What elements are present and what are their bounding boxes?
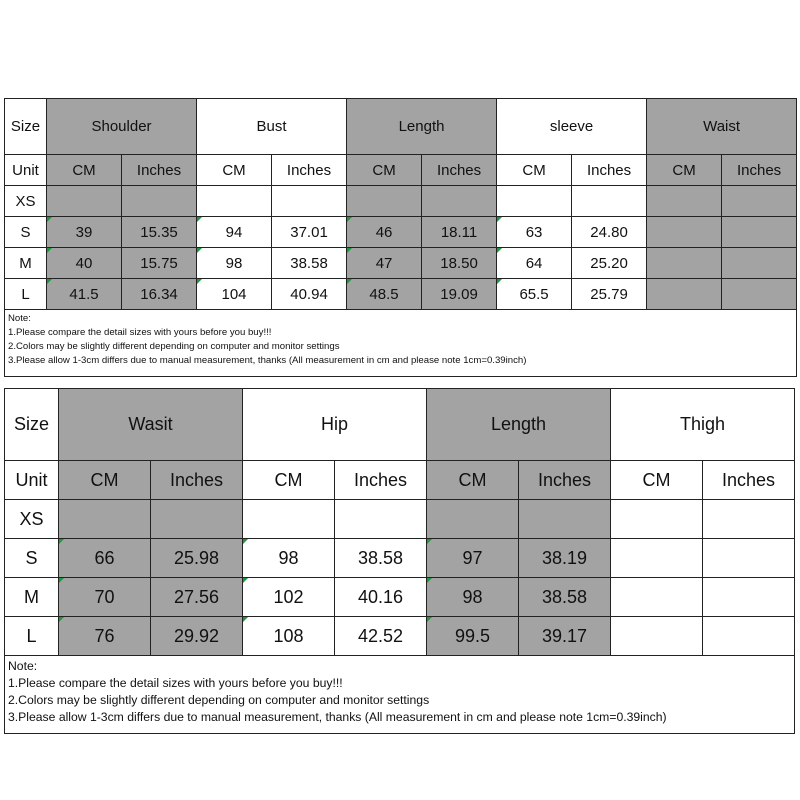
- unit-header: CM: [47, 155, 122, 186]
- size-row: [5, 279, 797, 310]
- measure-header: Bust: [197, 99, 347, 155]
- unit-header: CM: [497, 155, 572, 186]
- value-cell: 40.16: [335, 578, 427, 617]
- unit-label: Unit: [5, 155, 47, 186]
- value-cell: [47, 186, 122, 217]
- value-cell: [722, 279, 797, 310]
- value-cell: 108: [243, 617, 335, 656]
- unit-row: [5, 155, 797, 186]
- value-cell: [647, 279, 722, 310]
- value-cell: 25.20: [572, 248, 647, 279]
- unit-header: Inches: [722, 155, 797, 186]
- value-cell: 41.5: [47, 279, 122, 310]
- size-cell: XS: [5, 500, 59, 539]
- value-cell: [611, 500, 703, 539]
- value-cell: 46: [347, 217, 422, 248]
- value-cell: 38.19: [519, 539, 611, 578]
- value-cell: [722, 186, 797, 217]
- value-cell: 40.94: [272, 279, 347, 310]
- unit-header: Inches: [422, 155, 497, 186]
- value-cell: [427, 500, 519, 539]
- notes-row: [5, 656, 795, 734]
- value-cell: 42.52: [335, 617, 427, 656]
- value-cell: 94: [197, 217, 272, 248]
- value-cell: 65.5: [497, 279, 572, 310]
- note-line: Note:: [8, 659, 38, 673]
- value-cell: 70: [59, 578, 151, 617]
- size-row: [5, 539, 795, 578]
- value-cell: 98: [427, 578, 519, 617]
- unit-header: Inches: [272, 155, 347, 186]
- value-cell: [647, 248, 722, 279]
- value-cell: [272, 186, 347, 217]
- value-cell: [703, 500, 795, 539]
- top-table: [4, 98, 797, 377]
- size-cell: M: [5, 578, 59, 617]
- value-cell: 76: [59, 617, 151, 656]
- value-cell: [243, 500, 335, 539]
- note-line: 2.Colors may be slightly different depending on computer and monitor settings: [8, 341, 340, 352]
- value-cell: 104: [197, 279, 272, 310]
- size-row: [5, 617, 795, 656]
- value-cell: 24.80: [572, 217, 647, 248]
- size-cell: XS: [5, 186, 47, 217]
- value-cell: 99.5: [427, 617, 519, 656]
- value-cell: [703, 539, 795, 578]
- value-cell: 27.56: [151, 578, 243, 617]
- value-cell: 40: [47, 248, 122, 279]
- unit-header: Inches: [572, 155, 647, 186]
- value-cell: 15.75: [122, 248, 197, 279]
- measure-header: Waist: [647, 99, 797, 155]
- unit-header: Inches: [703, 461, 795, 500]
- value-cell: 98: [197, 248, 272, 279]
- unit-header: CM: [611, 461, 703, 500]
- value-cell: 102: [243, 578, 335, 617]
- value-cell: [122, 186, 197, 217]
- value-cell: [422, 186, 497, 217]
- header-row: [5, 389, 795, 461]
- value-cell: 39: [47, 217, 122, 248]
- value-cell: [647, 186, 722, 217]
- measure-header: Hip: [243, 389, 427, 461]
- measure-header: Length: [347, 99, 497, 155]
- measure-header: Thigh: [611, 389, 795, 461]
- value-cell: 47: [347, 248, 422, 279]
- bottom-table: [4, 388, 795, 734]
- size-row: [5, 217, 797, 248]
- header-row: [5, 99, 797, 155]
- measure-header: Wasit: [59, 389, 243, 461]
- unit-header: CM: [347, 155, 422, 186]
- size-cell: M: [5, 248, 47, 279]
- unit-header: Inches: [519, 461, 611, 500]
- value-cell: 38.58: [272, 248, 347, 279]
- value-cell: [197, 186, 272, 217]
- size-cell: S: [5, 217, 47, 248]
- notes-cell: [5, 656, 795, 734]
- value-cell: [647, 217, 722, 248]
- measure-header: Length: [427, 389, 611, 461]
- value-cell: [703, 617, 795, 656]
- value-cell: 37.01: [272, 217, 347, 248]
- size-row: [5, 578, 795, 617]
- size-cell: L: [5, 617, 59, 656]
- note-line: Note:: [8, 313, 31, 324]
- value-cell: 25.79: [572, 279, 647, 310]
- unit-header: CM: [427, 461, 519, 500]
- value-cell: 38.58: [335, 539, 427, 578]
- note-line: 1.Please compare the detail sizes with yours before you buy!!!: [8, 676, 343, 690]
- value-cell: [572, 186, 647, 217]
- value-cell: [335, 500, 427, 539]
- value-cell: 63: [497, 217, 572, 248]
- note-line: 1.Please compare the detail sizes with yours before you buy!!!: [8, 327, 272, 338]
- value-cell: [59, 500, 151, 539]
- value-cell: 18.11: [422, 217, 497, 248]
- note-line: 3.Please allow 1-3cm differs due to manual measurement, thanks (All measurement in cm and please note 1cm=0.39inch): [8, 710, 667, 724]
- unit-label: Unit: [5, 461, 59, 500]
- size-cell: L: [5, 279, 47, 310]
- value-cell: [151, 500, 243, 539]
- value-cell: [722, 217, 797, 248]
- value-cell: [611, 539, 703, 578]
- unit-header: Inches: [122, 155, 197, 186]
- unit-header: Inches: [151, 461, 243, 500]
- value-cell: 66: [59, 539, 151, 578]
- value-cell: [703, 578, 795, 617]
- value-cell: 97: [427, 539, 519, 578]
- size-cell: S: [5, 539, 59, 578]
- size-row: [5, 248, 797, 279]
- value-cell: [519, 500, 611, 539]
- value-cell: 19.09: [422, 279, 497, 310]
- size-row: [5, 186, 797, 217]
- value-cell: 48.5: [347, 279, 422, 310]
- value-cell: 29.92: [151, 617, 243, 656]
- notes-row: [5, 310, 797, 377]
- value-cell: [611, 617, 703, 656]
- unit-row: [5, 461, 795, 500]
- note-line: 2.Colors may be slightly different depending on computer and monitor settings: [8, 693, 430, 707]
- unit-header: CM: [647, 155, 722, 186]
- value-cell: 15.35: [122, 217, 197, 248]
- value-cell: [722, 248, 797, 279]
- value-cell: [611, 578, 703, 617]
- value-cell: 25.98: [151, 539, 243, 578]
- size-label: Size: [5, 389, 59, 461]
- bottom-size-chart: [4, 388, 794, 734]
- value-cell: 38.58: [519, 578, 611, 617]
- value-cell: 16.34: [122, 279, 197, 310]
- notes-cell: [5, 310, 797, 377]
- unit-header: Inches: [335, 461, 427, 500]
- size-label: Size: [5, 99, 47, 155]
- measure-header: sleeve: [497, 99, 647, 155]
- top-size-chart: [4, 98, 794, 377]
- value-cell: 39.17: [519, 617, 611, 656]
- measure-header: Shoulder: [47, 99, 197, 155]
- unit-header: CM: [243, 461, 335, 500]
- value-cell: [347, 186, 422, 217]
- note-line: 3.Please allow 1-3cm differs due to manual measurement, thanks (All measurement in cm and please note 1cm=0.39inch): [8, 355, 527, 366]
- value-cell: 18.50: [422, 248, 497, 279]
- value-cell: 64: [497, 248, 572, 279]
- value-cell: 98: [243, 539, 335, 578]
- unit-header: CM: [59, 461, 151, 500]
- size-row: [5, 500, 795, 539]
- unit-header: CM: [197, 155, 272, 186]
- value-cell: [497, 186, 572, 217]
